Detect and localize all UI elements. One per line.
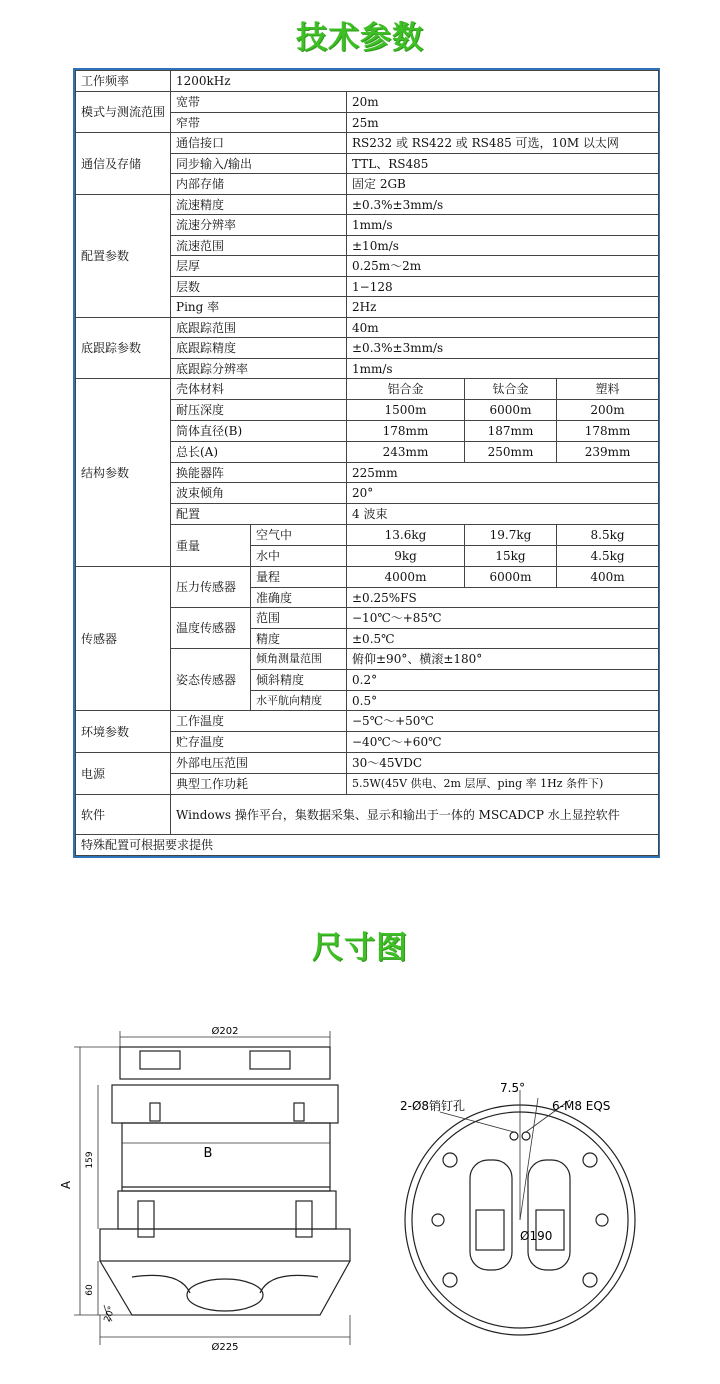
row-value: ±0.25%FS	[347, 588, 659, 608]
group-label: 通信及存储	[76, 133, 171, 195]
height-label: 159	[85, 1151, 95, 1169]
row-value: 1200kHz	[171, 71, 659, 92]
group-label: 传感器	[76, 567, 171, 711]
table-row	[76, 195, 659, 215]
bolt-circle-label: Ø190	[520, 1229, 553, 1243]
group-label: 环境参数	[76, 711, 171, 753]
col-header: 钛合金	[465, 379, 557, 400]
pin-hole-label: 2-Ø8销钉孔	[400, 1099, 466, 1113]
row-label: Ping 率	[171, 297, 347, 318]
row-label: 耐压深度	[171, 400, 347, 421]
bottom-view-drawing	[380, 1070, 660, 1340]
row-label: 底跟踪范围	[171, 318, 347, 338]
row-label: 姿态传感器	[171, 649, 251, 711]
table-row	[76, 711, 659, 732]
cell: 250mm	[465, 442, 557, 463]
row-value: 1−128	[347, 277, 659, 297]
row-label: 宽带	[171, 92, 347, 113]
row-value: 20°	[347, 483, 659, 504]
cell: 4.5kg	[557, 546, 659, 567]
cell: 9kg	[347, 546, 465, 567]
cell: 178mm	[557, 421, 659, 442]
table-row	[76, 379, 659, 400]
row-value: TTL、RS485	[347, 154, 659, 174]
row-label: 贮存温度	[171, 732, 347, 753]
beam-angle-label: 20°	[102, 1305, 118, 1324]
row-value: ±10m/s	[347, 236, 659, 256]
cell: 6000m	[465, 567, 557, 588]
row-value: ±0.5℃	[347, 629, 659, 649]
row-value: −40℃～+60℃	[347, 732, 659, 753]
sub-label: 倾角测量范围	[251, 649, 347, 670]
group-label: 电源	[76, 753, 171, 795]
cell: 8.5kg	[557, 525, 659, 546]
row-value: 40m	[347, 318, 659, 338]
row-label: 温度传感器	[171, 608, 251, 649]
table-note: 特殊配置可根据要求提供	[76, 835, 659, 856]
row-label: 总长(A)	[171, 442, 347, 463]
group-label: 结构参数	[76, 379, 171, 567]
row-label: 工作频率	[76, 71, 171, 92]
cell: 400m	[557, 567, 659, 588]
group-label: 底跟踪参数	[76, 318, 171, 379]
front-view-drawing	[40, 1015, 370, 1355]
spec-title: 技术参数	[296, 20, 424, 56]
row-label: 窄带	[171, 113, 347, 133]
row-value: 20m	[347, 92, 659, 113]
row-label: 底跟踪精度	[171, 338, 347, 359]
row-value: −10℃～+85℃	[347, 608, 659, 629]
sub-label: 水平航向精度	[251, 691, 347, 711]
row-value: −5℃～+50℃	[347, 711, 659, 732]
total-length-label: A	[59, 1180, 73, 1190]
row-value: 2Hz	[347, 297, 659, 318]
table-row	[76, 835, 659, 856]
row-label: 重量	[171, 525, 251, 567]
row-label: 配置	[171, 504, 347, 525]
row-value: 俯仰±90°、横滚±180°	[347, 649, 659, 670]
row-label: 同步输入/输出	[171, 154, 347, 174]
table-row	[76, 753, 659, 774]
table-row	[76, 92, 659, 113]
row-label: 流速精度	[171, 195, 347, 215]
row-label: 波束倾角	[171, 483, 347, 504]
cell: 178mm	[347, 421, 465, 442]
row-label: 层厚	[171, 256, 347, 277]
cell: 15kg	[465, 546, 557, 567]
group-label: 模式与测流范围	[76, 92, 171, 133]
cell: 6000m	[465, 400, 557, 421]
row-value: Windows 操作平台，集数据采集、显示和输出于一体的 MSCADCP 水上显控软件	[171, 795, 659, 835]
body-diameter-label: B	[203, 1146, 213, 1161]
cell: 200m	[557, 400, 659, 421]
table-row	[76, 133, 659, 154]
sub-label: 空气中	[251, 525, 347, 546]
sub-label: 倾斜精度	[251, 670, 347, 691]
row-label: 通信接口	[171, 133, 347, 154]
row-value: 1mm/s	[347, 359, 659, 379]
cell: 19.7kg	[465, 525, 557, 546]
row-value: 225mm	[347, 463, 659, 483]
col-header: 铝合金	[347, 379, 465, 400]
row-value: ±0.3%±3mm/s	[347, 195, 659, 215]
row-label: 流速分辨率	[171, 215, 347, 236]
table-row	[76, 795, 659, 835]
row-value: 30～45VDC	[347, 753, 659, 774]
cell: 187mm	[465, 421, 557, 442]
sub-label: 范围	[251, 608, 347, 629]
row-value: 25m	[347, 113, 659, 133]
base-height-label: 60	[85, 1284, 95, 1296]
group-label: 配置参数	[76, 195, 171, 318]
cell: 13.6kg	[347, 525, 465, 546]
row-value: 0.5°	[347, 691, 659, 711]
cell: 243mm	[347, 442, 465, 463]
row-value: RS232 或 RS422 或 RS485 可选，10M 以太网	[347, 133, 659, 154]
row-value: ±0.3%±3mm/s	[347, 338, 659, 359]
row-value: 0.25m～2m	[347, 256, 659, 277]
top-diameter-label: Ø202	[211, 1026, 239, 1037]
row-value: 5.5W(45V 供电、2m 层厚、ping 率 1Hz 条件下)	[347, 774, 659, 795]
row-label: 壳体材料	[171, 379, 347, 400]
sub-label: 量程	[251, 567, 347, 588]
cell: 239mm	[557, 442, 659, 463]
row-label: 层数	[171, 277, 347, 297]
sub-label: 水中	[251, 546, 347, 567]
cell: 4000m	[347, 567, 465, 588]
row-label: 工作温度	[171, 711, 347, 732]
sub-label: 准确度	[251, 588, 347, 608]
bottom-diameter-label: Ø225	[211, 1342, 239, 1353]
spec-table	[75, 70, 659, 856]
row-label: 筒体直径(B)	[171, 421, 347, 442]
group-label: 软件	[76, 795, 171, 835]
table-row	[76, 567, 659, 588]
sub-label: 精度	[251, 629, 347, 649]
row-value: 0.2°	[347, 670, 659, 691]
row-value: 固定 2GB	[347, 174, 659, 195]
row-label: 外部电压范围	[171, 753, 347, 774]
row-label: 内部存储	[171, 174, 347, 195]
row-label: 压力传感器	[171, 567, 251, 608]
row-label: 典型工作功耗	[171, 774, 347, 795]
table-row	[76, 71, 659, 92]
row-label: 换能器阵	[171, 463, 347, 483]
table-row	[76, 318, 659, 338]
col-header: 塑料	[557, 379, 659, 400]
cell: 1500m	[347, 400, 465, 421]
row-value: 1mm/s	[347, 215, 659, 236]
dimension-title: 尺寸图	[312, 930, 408, 966]
row-value: 4 波束	[347, 504, 659, 525]
offset-angle-label: 7.5°	[500, 1081, 526, 1095]
row-label: 底跟踪分辨率	[171, 359, 347, 379]
bolt-label: 6-M8 EQS	[552, 1099, 611, 1113]
row-label: 流速范围	[171, 236, 347, 256]
